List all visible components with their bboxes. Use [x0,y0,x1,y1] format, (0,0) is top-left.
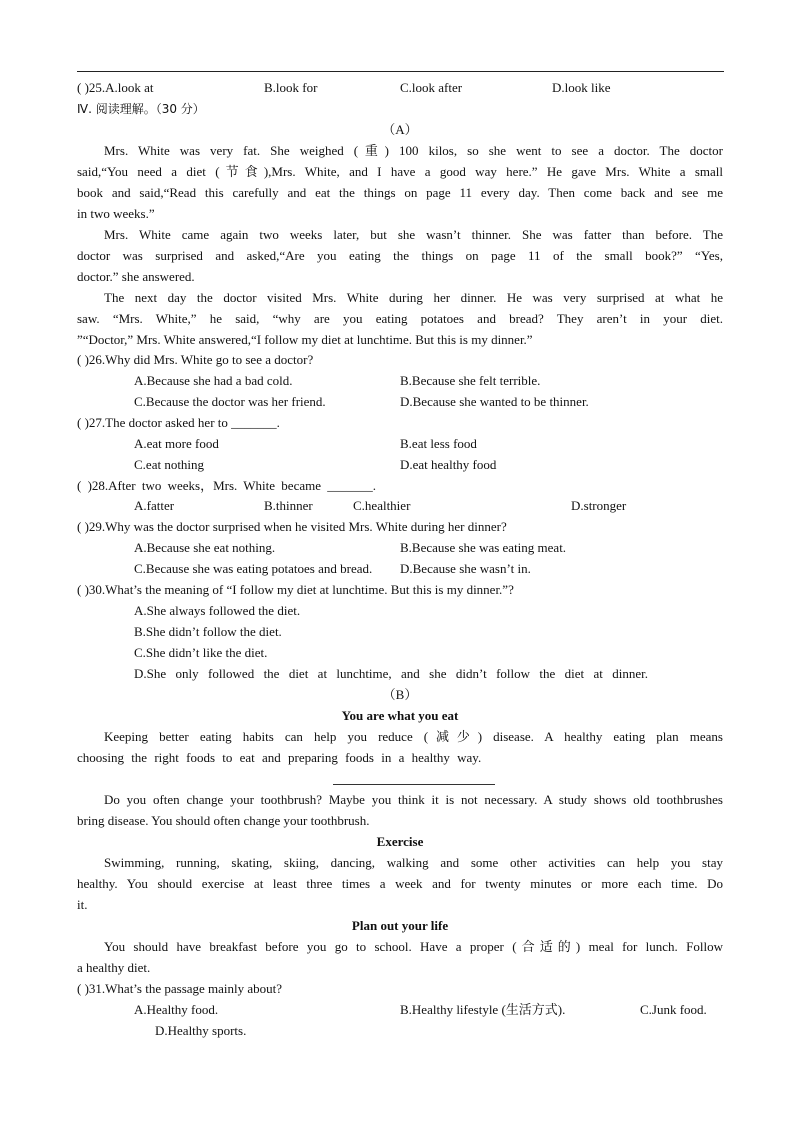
q28-stem: ( )28.After two weeks，Mrs. White became _______. [77,478,376,493]
q31-option-d: D.Healthy sports. [155,1023,247,1038]
q26-option-b: B.Because she felt terrible. [400,373,541,388]
top-rule [77,71,724,72]
passage-b-line: Swimming, running, skating, skiing, dancing, walking and some other activities can help you stay [104,855,723,870]
section-title: Ⅳ. 阅读理解。（30 分） [77,102,205,116]
answer-blank-line [333,784,495,785]
passage-b-line: healthy. You should exercise at least three times a week and for twenty minutes or more each time. Do [77,876,723,891]
q30-option-b: B.She didn’t follow the diet. [134,624,282,639]
passage-b-line: Keeping better eating habits can help you reduce (减少) disease. A healthy eating plan means [104,729,723,744]
q31-stem: ( )31.What’s the passage mainly about? [77,981,283,996]
passage-b-line: Do you often change your toothbrush? Maybe you think it is not necessary. A study shows old toothbrushes [104,792,723,807]
q26-stem: ( )26.Why did Mrs. White go to see a doctor? [77,352,314,367]
q28-option-d: D.stronger [571,498,627,513]
q25-stem: ( )25.A.look at [77,80,154,95]
q28-option-a: A.fatter [134,498,175,513]
passage-b-line: choosing the right foods to eat and preparing foods in a healthy way. [77,750,482,765]
q27-stem: ( )27.The doctor asked her to _______. [77,415,280,430]
passage-a-line: Mrs. White was very fat. She weighed (重) 100 kilos, so she went to see a doctor. The doctor [104,143,723,158]
passage-b-line: You should have breakfast before you go to school. Have a proper (合适的) meal for lunch. Follow [104,939,723,954]
passage-a-line: Mrs. White came again two weeks later, but she wasn’t thinner. She was fatter than before. The [104,227,723,242]
q29-option-c: C.Because she was eating potatoes and bread. [134,561,373,576]
q29-stem: ( )29.Why was the doctor surprised when he visited Mrs. White during her dinner? [77,519,507,534]
q30-option-c: C.She didn’t like the diet. [134,645,268,660]
q27-option-c: C.eat nothing [134,457,205,472]
passage-b-label: （B） [382,687,418,702]
q27-option-d: D.eat healthy food [400,457,497,472]
passage-a-line: said,“You need a diet (节食),Mrs. White, and I have a good way here.” He gave Mrs. White a small [77,164,723,179]
passage-a-line: in two weeks.” [77,206,155,221]
q29-option-b: B.Because she was eating meat. [400,540,567,555]
heading-exercise: Exercise [376,834,424,849]
q25-option-b: B.look for [264,80,318,95]
q27-option-a: A.eat more food [134,436,219,451]
q26-option-c: C.Because the doctor was her friend. [134,394,326,409]
passage-a-line: ”“Doctor,” Mrs. White answered,“I follow my diet at lunchtime. But this is my dinner.” [77,332,533,347]
passage-b-line: bring disease. You should often change your toothbrush. [77,813,370,828]
q28-option-c: C.healthier [353,498,411,513]
passage-a-line: book and said,“Read this carefully and eat the things on page 11 every day. Then come back and see me [77,185,723,200]
heading-plan: Plan out your life [351,918,449,933]
passage-a-line: doctor.” she answered. [77,269,195,284]
q26-option-d: D.Because she wanted to be thinner. [400,394,589,409]
q25-option-d: D.look like [552,80,611,95]
q30-stem: ( )30.What’s the meaning of “I follow my diet at lunchtime. But this is my dinner.”? [77,582,514,597]
passage-a-line: saw. “Mrs. White,” he said, “why are you eating potatoes and bread? They aren’t in your diet. [77,311,723,326]
q29-option-d: D.Because she wasn’t in. [400,561,531,576]
passage-b-title: You are what you eat [341,708,459,723]
passage-b-line: it. [77,897,88,912]
passage-a-label: （A） [382,122,418,137]
q31-option-a: A.Healthy food. [134,1002,219,1017]
q31-option-b: B.Healthy lifestyle (生活方式). [400,1002,566,1017]
passage-b-line: a healthy diet. [77,960,151,975]
passage-a-line: The next day the doctor visited Mrs. White during her dinner. He was very surprised at what he [104,290,723,305]
q28-option-b: B.thinner [264,498,313,513]
q29-option-a: A.Because she eat nothing. [134,540,276,555]
q30-option-a: A.She always followed the diet. [134,603,301,618]
passage-a-line: doctor was surprised and asked,“Are you eating the things on page 11 of the small book?” “Yes, [77,248,723,263]
q27-option-b: B.eat less food [400,436,477,451]
q25-option-c: C.look after [400,80,463,95]
q31-option-c: C.Junk food. [640,1002,707,1017]
q30-option-d: D.She only followed the diet at lunchtime, and she didn’t follow the diet at dinner. [134,666,648,681]
q26-option-a: A.Because she had a bad cold. [134,373,293,388]
